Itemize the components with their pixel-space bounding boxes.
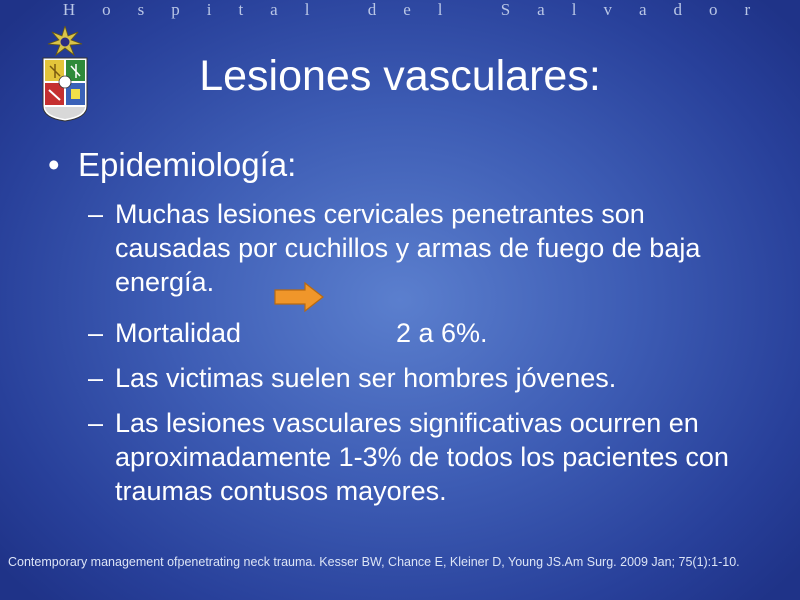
- star-icon: [48, 26, 82, 55]
- shield-icon: [43, 58, 87, 121]
- subitem-text: Muchas lesiones cervicales penetrantes son causadas por cuchillos y armas de fuego de baja energía.: [115, 199, 701, 297]
- university-crest-logo: [38, 26, 92, 122]
- subitem-text: Mortalidad: [115, 318, 242, 348]
- dash-mark: –: [88, 363, 104, 393]
- hospital-header: Hospital del Salvador: [62, 0, 778, 19]
- subitem-victimas: [88, 361, 755, 395]
- dash-mark: –: [88, 318, 104, 348]
- bullet-epidemiologia: [48, 145, 296, 185]
- subitem-lesiones-significativas: [88, 406, 755, 508]
- subitem-text: Las lesiones vasculares significativas ocurren en aproximadamente 1-3% de todos los pacientes con traumas contusos mayores.: [115, 408, 729, 506]
- mortality-value: 2 a 6%.: [396, 318, 488, 348]
- orange-arrow-icon: [273, 281, 325, 313]
- subitem-lesiones-penetrantes: [88, 197, 755, 299]
- dash-mark: –: [88, 408, 104, 438]
- dash-mark: –: [88, 199, 104, 229]
- bullet-text: Epidemiología:: [78, 146, 297, 183]
- citation-footer: Contemporary management ofpenetrating neck trauma. Kesser BW, Chance E, Kleiner D, Young JS.Am Surg. 2009 Jan; 75(1):1-10.: [8, 555, 740, 569]
- slide-title: Lesiones vasculares:: [199, 52, 601, 100]
- bullet-mark: •: [48, 146, 60, 183]
- subitem-text: Las victimas suelen ser hombres jóvenes.: [115, 363, 617, 393]
